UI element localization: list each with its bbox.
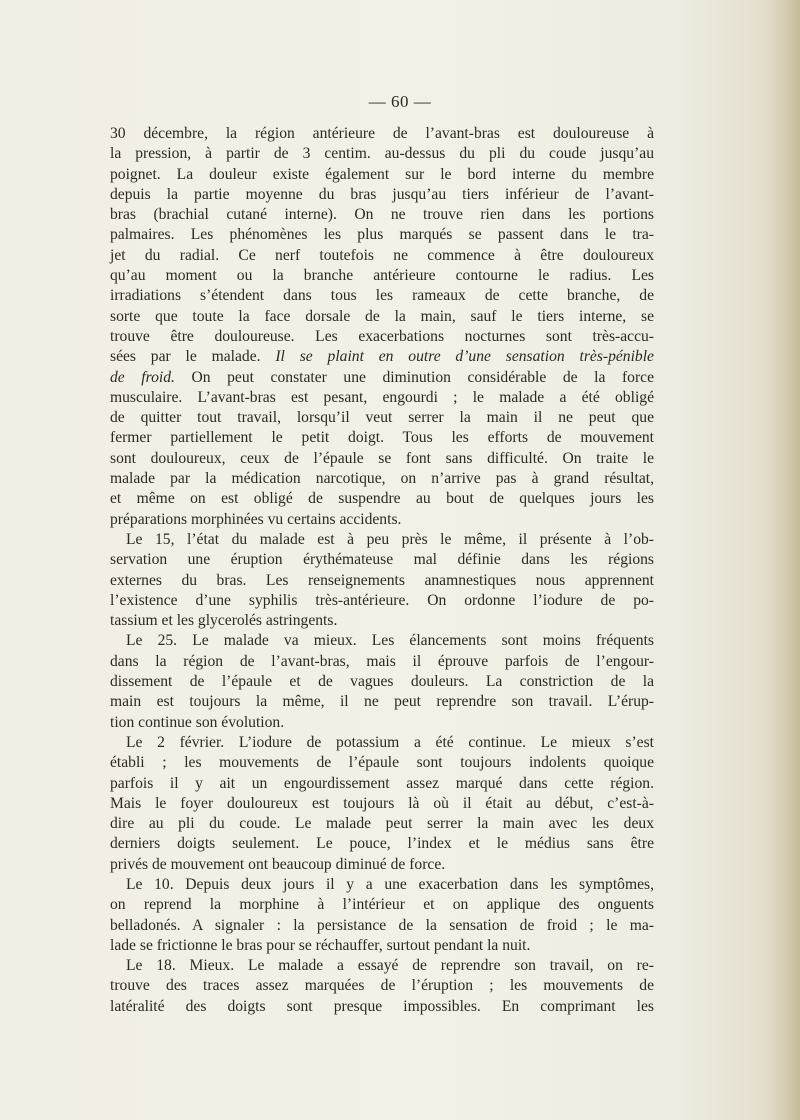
text-line <box>110 713 654 733</box>
text-line <box>110 976 654 996</box>
text-line <box>110 956 654 976</box>
text-line-content: externes du bras. Les renseignements anamnestiques nous apprennent <box>110 571 654 589</box>
text-line-content: bras (brachial cutané interne). On ne trouve rien dans les portions <box>110 206 654 224</box>
text-line <box>110 895 654 915</box>
text-line-content: la pression, à partir de 3 centim. au-dessus du pli du coude jusqu’au <box>110 145 654 163</box>
text-line <box>110 449 654 469</box>
text-line <box>110 834 654 854</box>
text-line <box>110 428 654 448</box>
text-line-content: qu’au moment ou la branche antérieure contourne le radius. Les <box>110 267 654 285</box>
text-line-content: on reprend la morphine à l’intérieur et on applique des onguents <box>110 896 654 914</box>
text-line-content: malade par la médication narcotique, on n’arrive pas à grand résultat, <box>110 470 654 488</box>
text-line-content: parfois il y ait un engourdissement assez marqué dans cette région. <box>110 774 654 792</box>
text-line-content: dire au pli du coude. Le malade peut serrer la main avec les deux <box>110 815 654 833</box>
body-text <box>110 124 654 1017</box>
text-line <box>110 225 654 245</box>
text-line-content: dissement de l’épaule et de vagues douleurs. La constriction de la <box>110 673 654 691</box>
text-line <box>110 936 654 956</box>
text-line <box>110 916 654 936</box>
italic-emphasis: Il se plaint en outre d’une sensation très-pénible <box>275 348 654 366</box>
text-line <box>110 692 654 712</box>
text-line-content: belladonés. A signaler : la persistance de la sensation de froid ; le ma- <box>110 916 654 934</box>
text-line-content: et même on est obligé de suspendre au bout de quelques jours les <box>110 490 654 508</box>
page-number: — 60 — <box>368 92 432 111</box>
text-line-content: 30 décembre, la région antérieure de l’avant-bras est douloureuse à <box>110 125 654 142</box>
text-line <box>110 185 654 205</box>
text-line <box>110 855 654 875</box>
text-line-content: sorte que toute la face dorsale de la main, sauf le tiers interne, se <box>110 307 654 325</box>
text-line-content: Le 15, l’état du malade est à peu près le même, il présente à l’ob- <box>126 530 654 548</box>
text-line <box>110 611 654 631</box>
text-line <box>110 368 654 388</box>
text-line-content: trouve des traces assez marquées de l’éruption ; les mouvements de <box>110 977 654 995</box>
text-line-content: privés de mouvement ont beaucoup diminué de force. <box>110 855 446 873</box>
text-line-content: fermer partiellement le petit doigt. Tous les efforts de mouvement <box>110 429 654 447</box>
text-line-content: derniers doigts seulement. Le pouce, l’index et le médius sans être <box>110 835 654 853</box>
text-line <box>110 733 654 753</box>
text-line-content: trouve être douloureuse. Les exacerbations nocturnes sont très-accu- <box>110 327 654 345</box>
text-line-content: lade se frictionne le bras pour se réchauffer, surtout pendant la nuit. <box>110 936 531 954</box>
text-line <box>110 510 654 530</box>
text-line-continuation: On peut constater une diminution considérable de la force <box>174 368 654 386</box>
text-line-content: établi ; les mouvements de l’épaule sont toujours indolents quoique <box>110 754 654 772</box>
text-line-content: poignet. La douleur existe également sur le bord interne du membre <box>110 165 654 183</box>
text-line <box>110 489 654 509</box>
text-line-content: palmaires. Les phénomènes les plus marqués se passent dans le tra- <box>110 226 654 244</box>
text-line <box>110 591 654 611</box>
text-line-content: sont douloureux, ceux de l’épaule se font sans difficulté. On traite le <box>110 449 654 467</box>
text-line <box>110 205 654 225</box>
text-line <box>110 266 654 286</box>
text-line-content: dans la région de l’avant-bras, mais il éprouve parfois de l’engour- <box>110 652 654 670</box>
text-line <box>110 814 654 834</box>
text-line <box>110 794 654 814</box>
text-line-content: sées par le malade. <box>110 348 276 366</box>
text-line <box>110 571 654 591</box>
text-line-content: latéralité des doigts sont presque impossibles. En comprimant les <box>110 997 654 1015</box>
page-edge-shadow <box>766 0 800 1120</box>
text-line-content: Le 25. Le malade va mieux. Les élancements sont moins fréquents <box>126 632 654 650</box>
text-line <box>110 246 654 266</box>
text-line-content: Le 18. Mieux. Le malade a essayé de reprendre son travail, on re- <box>126 957 654 975</box>
text-line <box>110 408 654 428</box>
text-line <box>110 327 654 347</box>
text-line-content: depuis la partie moyenne du bras jusqu’au tiers inférieur de l’avant- <box>110 185 654 203</box>
text-line-content: Mais le foyer douloureux est toujours là où il était au début, c’est-à- <box>110 794 654 812</box>
text-line <box>110 631 654 651</box>
text-line <box>110 347 654 367</box>
text-line <box>110 124 654 144</box>
text-line <box>110 307 654 327</box>
text-line <box>110 774 654 794</box>
text-line-content: de quitter tout travail, lorsqu’il veut serrer la main il ne peut que <box>110 409 654 427</box>
text-line <box>110 550 654 570</box>
text-line <box>110 997 654 1017</box>
text-line-content: tassium et les glycerolés astringents. <box>110 612 338 630</box>
text-line <box>110 530 654 550</box>
text-line-content: préparations morphinées vu certains accidents. <box>110 510 402 528</box>
text-line <box>110 144 654 164</box>
text-line <box>110 388 654 408</box>
text-line <box>110 165 654 185</box>
italic-emphasis: de froid. <box>110 368 175 386</box>
text-line <box>110 672 654 692</box>
text-line <box>110 875 654 895</box>
text-line <box>110 469 654 489</box>
text-line-content: main est toujours la même, il ne peut reprendre son travail. L’érup- <box>110 693 654 711</box>
text-line-content: l’existence d’une syphilis très-antérieure. On ordonne l’iodure de po- <box>110 591 654 609</box>
text-line-content: musculaire. L’avant-bras est pesant, engourdi ; le malade a été obligé <box>110 388 654 406</box>
text-line-content: jet du radial. Ce nerf toutefois ne commence à être douloureux <box>110 246 654 264</box>
text-line <box>110 652 654 672</box>
text-line <box>110 753 654 773</box>
text-line-content: Le 10. Depuis deux jours il y a une exacerbation dans les symptômes, <box>126 875 654 893</box>
text-line-content: tion continue son évolution. <box>110 713 285 731</box>
text-line <box>110 286 654 306</box>
text-line-content: irradiations s’étendent dans tous les rameaux de cette branche, de <box>110 287 654 305</box>
text-line-content: Le 2 février. L’iodure de potassium a été continue. Le mieux s’est <box>126 733 654 751</box>
text-line-content: servation une éruption érythémateuse mal définie dans les régions <box>110 551 654 569</box>
